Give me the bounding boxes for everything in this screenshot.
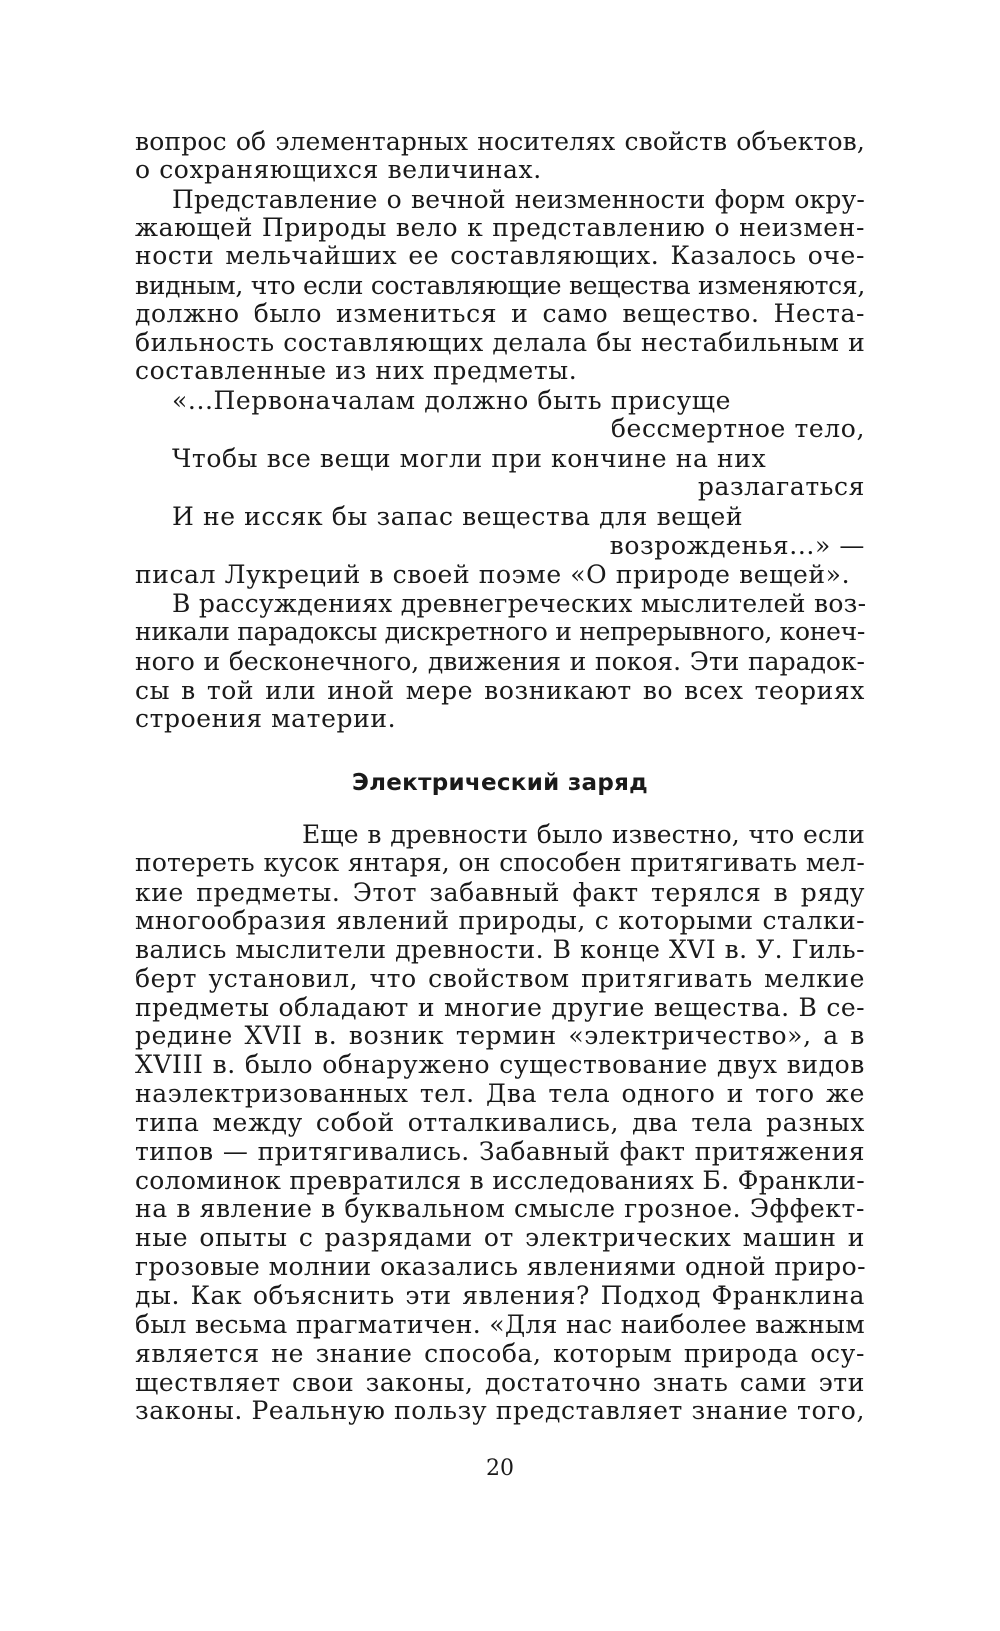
text-line: предметы обладают и многие другие вещества. В се- bbox=[135, 993, 865, 1022]
section-heading: Электрический заряд bbox=[351, 770, 649, 796]
text-line: кие предметы. Этот забавный факт терялся в ряду bbox=[135, 878, 865, 907]
verse-line-continuation: возрожденья...» — bbox=[609, 531, 865, 560]
text-line: должно было измениться и само вещество. Неста- bbox=[135, 299, 865, 328]
verse-line: «...Первоначалам должно быть присуще bbox=[172, 386, 732, 415]
text-line: строения материи. bbox=[135, 704, 397, 733]
text-line: вопрос об элементарных носителях свойств объектов, bbox=[135, 127, 865, 156]
text-line: сы в той или иной мере возникают во всех теориях bbox=[135, 676, 865, 705]
text-line: ного и бесконечного, движения и покоя. Эти парадок- bbox=[135, 647, 865, 676]
text-line: Еще в древности было известно, что если bbox=[302, 820, 865, 849]
text-line: потереть кусок янтаря, он способен притягивать мел- bbox=[135, 848, 865, 877]
text-line: ществляет свои законы, достаточно знать сами эти bbox=[135, 1368, 865, 1397]
verse-line: Чтобы все вещи могли при кончине на них bbox=[172, 444, 767, 473]
text-line: наэлектризованных тел. Два тела одного и того же bbox=[135, 1079, 865, 1108]
text-line: многообразия явлений природы, с которыми сталки- bbox=[135, 906, 865, 935]
text-line: Представление о вечной неизменности форм окру- bbox=[172, 185, 865, 214]
text-line: видным, что если составляющие вещества изменяются, bbox=[135, 271, 865, 300]
text-line: никали парадоксы дискретного и непрерывного, конеч- bbox=[135, 617, 865, 646]
text-line: XVIII в. было обнаружено существование двух видов bbox=[135, 1050, 865, 1079]
text-line: В рассуждениях древнегреческих мыслителей воз- bbox=[172, 589, 867, 618]
verse-line-continuation: разлагаться bbox=[697, 472, 865, 501]
text-line: ности мельчайших ее составляющих. Казалось оче- bbox=[135, 241, 865, 270]
text-line: вались мыслители древности. В конце XVI в. У. Гиль- bbox=[135, 935, 865, 964]
text-line: редине XVII в. возник термин «электричество», а в bbox=[135, 1021, 865, 1050]
text-line: типа между собой отталкивались, два тела разных bbox=[135, 1108, 865, 1137]
text-line: составленные из них предметы. bbox=[135, 356, 578, 385]
text-line: законы. Реальную пользу представляет знание того, bbox=[135, 1396, 865, 1425]
verse-line-continuation: бессмертное тело, bbox=[610, 414, 865, 443]
verse-line: И не иссяк бы запас вещества для вещей bbox=[172, 502, 744, 531]
text-line: жающей Природы вело к представлению о неизмен- bbox=[135, 213, 865, 242]
text-line: о сохраняющихся величинах. bbox=[135, 155, 542, 184]
text-line: ные опыты с разрядами от электрических машин и bbox=[135, 1223, 865, 1252]
page-number: 20 bbox=[486, 1456, 514, 1481]
text-line: на в явление в буквальном смысле грозное. Эффект- bbox=[135, 1194, 865, 1223]
quote-attribution: писал Лукреций в своей поэме «О природе вещей». bbox=[135, 560, 851, 589]
text-line: типов — притягивались. Забавный факт притяжения bbox=[135, 1137, 865, 1166]
text-line: является не знание способа, которым природа осу- bbox=[135, 1339, 865, 1368]
text-line: бильность составляющих делала бы нестабильным и bbox=[135, 328, 866, 357]
text-line: грозовые молнии оказались явлениями одной приро- bbox=[135, 1252, 866, 1281]
text-line: соломинок превратился в исследованиях Б. Франкли- bbox=[135, 1166, 865, 1195]
text-line: берт установил, что свойством притягивать мелкие bbox=[135, 964, 865, 993]
text-line: был весьма прагматичен. «Для нас наиболее важным bbox=[135, 1310, 865, 1339]
text-line: ды. Как объяснить эти явления? Подход Франклина bbox=[135, 1281, 865, 1310]
